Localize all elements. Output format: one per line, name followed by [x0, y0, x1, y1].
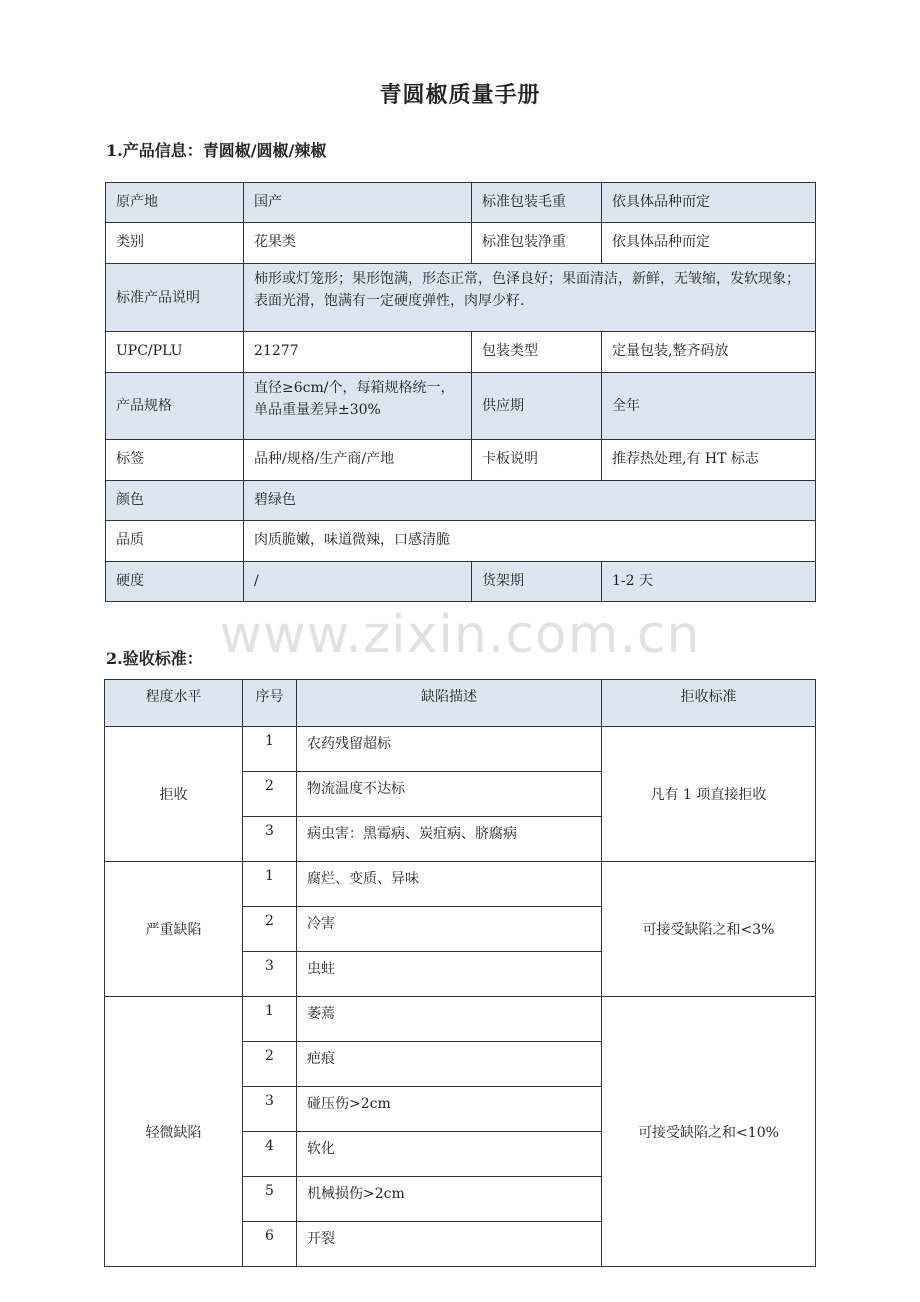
item-number: 1	[243, 862, 297, 907]
product-info-table	[105, 182, 816, 602]
value-cell: 依具体品种而定	[602, 183, 816, 223]
label-cell: 品质	[106, 521, 244, 562]
table-row	[106, 264, 816, 332]
table-row	[105, 727, 816, 772]
value-cell: 碧绿色	[244, 481, 816, 521]
defect-description: 冷害	[297, 907, 602, 952]
value-cell	[244, 373, 472, 440]
value-cell: 1-2 天	[602, 562, 816, 602]
item-number: 2	[243, 772, 297, 817]
table-row	[106, 481, 816, 521]
table-row	[106, 562, 816, 602]
severity-level-cell: 严重缺陷	[105, 862, 243, 997]
item-number: 5	[243, 1177, 297, 1222]
table-row	[105, 997, 816, 1042]
value-cell: 国产	[244, 183, 472, 223]
item-number: 3	[243, 952, 297, 997]
label-cell: 标准包装毛重	[472, 183, 602, 223]
value-cell: 全年	[602, 373, 816, 440]
item-number: 1	[243, 997, 297, 1042]
section-heading-product-info: 1.产品信息：青圆椒/圆椒/辣椒	[106, 141, 327, 160]
value-cell: 肉质脆嫩，味道微辣，口感清脆	[244, 521, 816, 562]
label-cell: 硬度	[106, 562, 244, 602]
item-number: 1	[243, 727, 297, 772]
item-number: 2	[243, 907, 297, 952]
severity-level-cell: 轻微缺陷	[105, 997, 243, 1267]
table-row	[106, 373, 816, 440]
label-cell: 货架期	[472, 562, 602, 602]
value-cell: 定量包装,整齐码放	[602, 332, 816, 373]
value-cell: 推荐热处理,有 HT 标志	[602, 440, 816, 481]
defect-description: 农药残留超标	[297, 727, 602, 772]
defect-description: 萎蔫	[297, 997, 602, 1042]
severity-level-cell: 拒收	[105, 727, 243, 862]
rejection-criterion-cell: 可接受缺陷之和<10%	[602, 997, 816, 1267]
item-number: 3	[243, 817, 297, 862]
value-cell: 柿形或灯笼形；果形饱满，形态正常，色泽良好；果面清洁，新鲜，无皱缩，发软现象；表面光滑，饱满有一定硬度弹性，肉厚少籽.	[244, 264, 816, 332]
label-cell: 标准产品说明	[106, 264, 244, 332]
item-number: 6	[243, 1222, 297, 1267]
label-cell: 标签	[106, 440, 244, 481]
watermark: www.zixin.com.cn	[219, 605, 701, 665]
defect-description: 腐烂、变质、异味	[297, 862, 602, 907]
value-cell: 依具体品种而定	[602, 223, 816, 264]
header-row	[105, 680, 816, 727]
acceptance-criteria-table	[104, 679, 816, 1267]
value-cell: 21277	[244, 332, 472, 373]
label-cell: 卡板说明	[472, 440, 602, 481]
defect-description: 开裂	[297, 1222, 602, 1267]
table-row	[105, 862, 816, 907]
table-row	[106, 223, 816, 264]
label-cell: 包装类型	[472, 332, 602, 373]
section-heading-acceptance: 2.验收标准：	[106, 649, 203, 668]
defect-description: 碰压伤>2cm	[297, 1087, 602, 1132]
label-cell: 类别	[106, 223, 244, 264]
item-number: 2	[243, 1042, 297, 1087]
item-number: 3	[243, 1087, 297, 1132]
table-row	[106, 521, 816, 562]
column-header: 缺陷描述	[297, 680, 602, 727]
defect-description: 虫蛀	[297, 952, 602, 997]
column-header: 程度水平	[105, 680, 243, 727]
label-cell: UPC/PLU	[106, 332, 244, 373]
label-cell: 原产地	[106, 183, 244, 223]
label-cell: 产品规格	[106, 373, 244, 440]
page-title: 青圆椒质量手册	[379, 82, 541, 108]
column-header: 拒收标准	[602, 680, 816, 727]
item-number: 4	[243, 1132, 297, 1177]
rejection-criterion-cell: 凡有 1 项直接拒收	[602, 727, 816, 862]
defect-description: 疤痕	[297, 1042, 602, 1087]
table-row	[106, 332, 816, 373]
defect-description: 机械损伤>2cm	[297, 1177, 602, 1222]
table-row	[106, 440, 816, 481]
value-cell: /	[244, 562, 472, 602]
defect-description: 物流温度不达标	[297, 772, 602, 817]
rejection-criterion-cell: 可接受缺陷之和<3%	[602, 862, 816, 997]
label-cell: 颜色	[106, 481, 244, 521]
value-line: 直径≥6cm/个，每箱规格统一，	[254, 380, 455, 396]
table-row	[106, 183, 816, 223]
value-line: 单品重量差异±30%	[254, 402, 381, 418]
value-cell: 品种/规格/生产商/产地	[244, 440, 472, 481]
defect-description: 病虫害：黑霉病、炭疽病、脐腐病	[297, 817, 602, 862]
defect-description: 软化	[297, 1132, 602, 1177]
column-header: 序号	[243, 680, 297, 727]
label-cell: 标准包装净重	[472, 223, 602, 264]
value-cell: 花果类	[244, 223, 472, 264]
label-cell: 供应期	[472, 373, 602, 440]
